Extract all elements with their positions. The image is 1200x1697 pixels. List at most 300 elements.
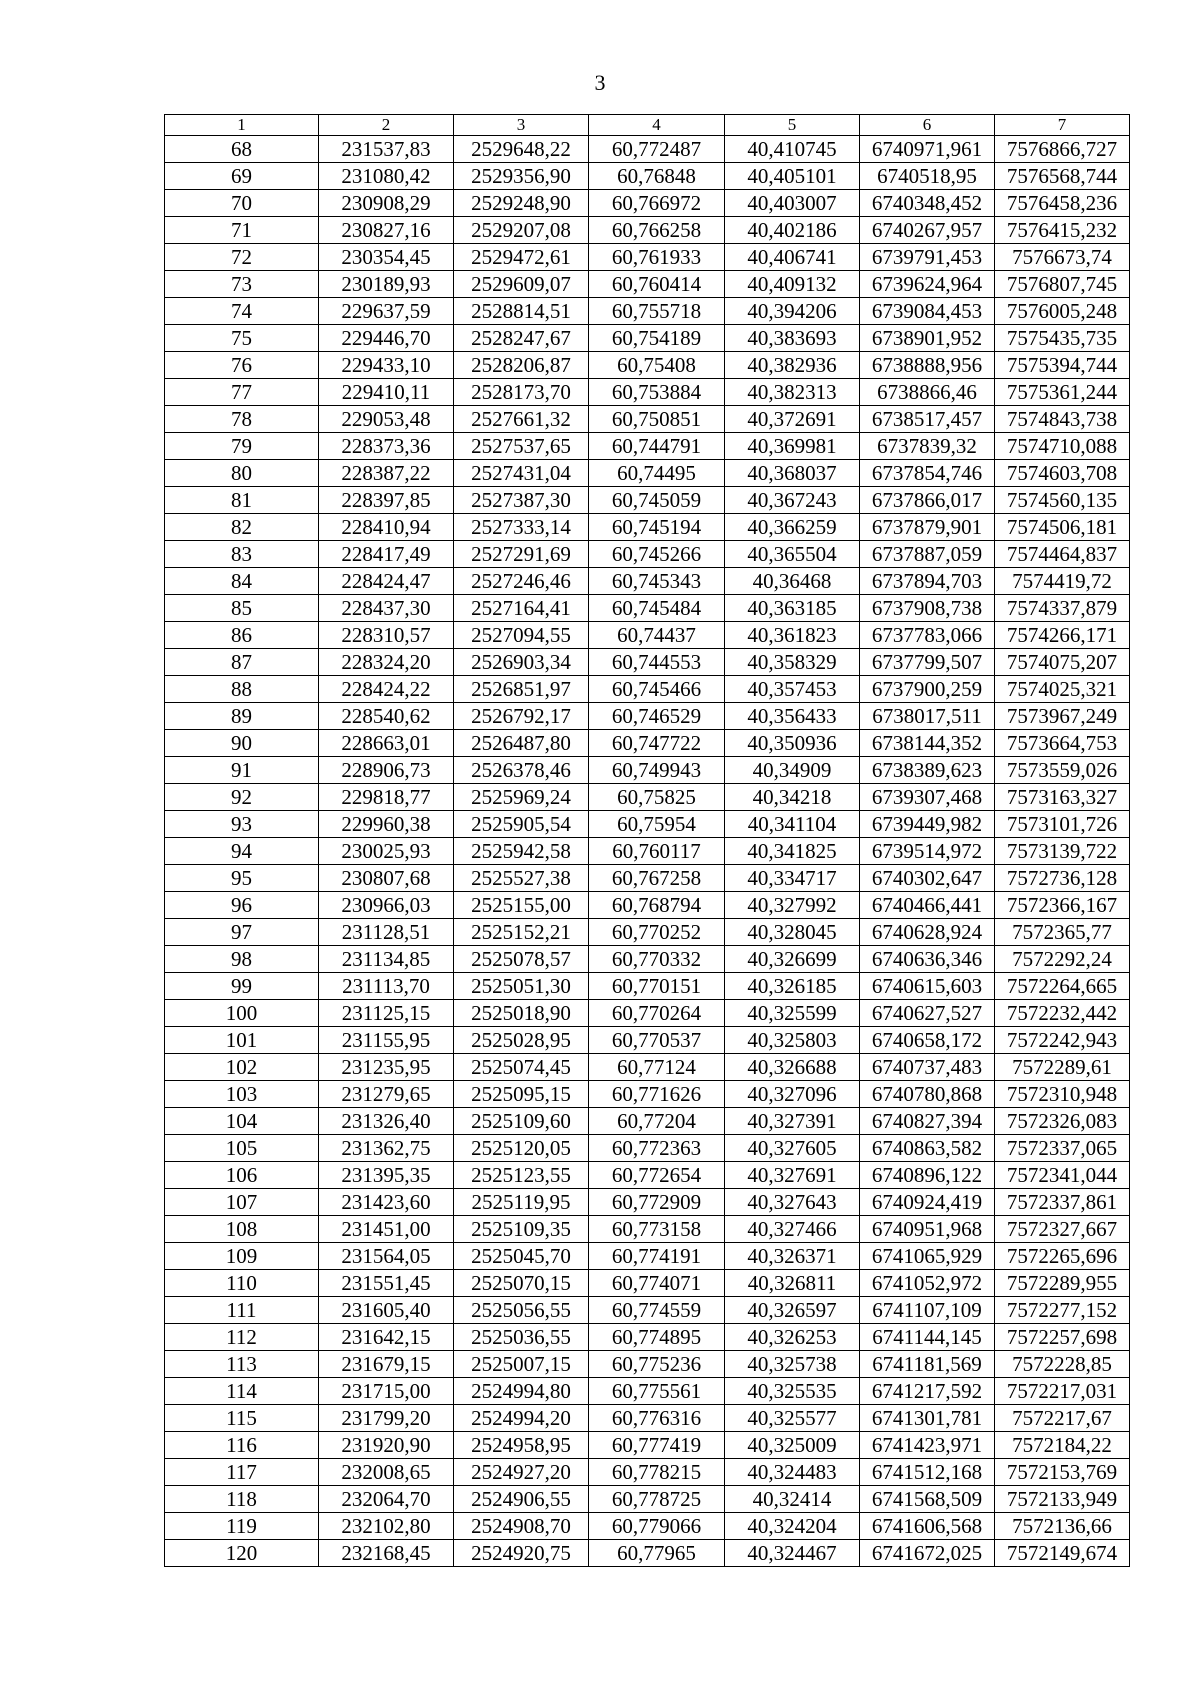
- table-cell: 92: [165, 784, 319, 811]
- table-cell: 6741144,145: [860, 1324, 995, 1351]
- table-cell: 60,76848: [589, 163, 725, 190]
- table-row: [165, 352, 1130, 379]
- table-cell: 7572277,152: [995, 1297, 1130, 1324]
- table-cell: 60,766972: [589, 190, 725, 217]
- table-cell: 80: [165, 460, 319, 487]
- table-cell: 40,357453: [725, 676, 860, 703]
- table-cell: 60,774191: [589, 1243, 725, 1270]
- table-cell: 91: [165, 757, 319, 784]
- table-cell: 40,383693: [725, 325, 860, 352]
- table-cell: 68: [165, 136, 319, 163]
- table-cell: 228324,20: [319, 649, 454, 676]
- table-cell: 90: [165, 730, 319, 757]
- table-cell: 232064,70: [319, 1486, 454, 1513]
- table-cell: 6740658,172: [860, 1027, 995, 1054]
- table-cell: 95: [165, 865, 319, 892]
- table-cell: 83: [165, 541, 319, 568]
- column-header: 3: [454, 115, 589, 136]
- table-cell: 40,326185: [725, 973, 860, 1000]
- table-cell: 2529248,90: [454, 190, 589, 217]
- table-cell: 7574560,135: [995, 487, 1130, 514]
- table-cell: 6738888,956: [860, 352, 995, 379]
- table-cell: 231605,40: [319, 1297, 454, 1324]
- table-cell: 72: [165, 244, 319, 271]
- table-cell: 60,744553: [589, 649, 725, 676]
- table-cell: 60,771626: [589, 1081, 725, 1108]
- table-cell: 60,745343: [589, 568, 725, 595]
- table-cell: 7576568,744: [995, 163, 1130, 190]
- table-row: [165, 946, 1130, 973]
- table-cell: 2528206,87: [454, 352, 589, 379]
- table-cell: 6740951,968: [860, 1216, 995, 1243]
- table-cell: 230966,03: [319, 892, 454, 919]
- table-cell: 40,405101: [725, 163, 860, 190]
- table-cell: 2525109,35: [454, 1216, 589, 1243]
- table-row: [165, 1162, 1130, 1189]
- table-cell: 7573559,026: [995, 757, 1130, 784]
- table-cell: 2526378,46: [454, 757, 589, 784]
- table-cell: 7575361,244: [995, 379, 1130, 406]
- table-cell: 6741672,025: [860, 1540, 995, 1567]
- table-cell: 116: [165, 1432, 319, 1459]
- table-cell: 60,777419: [589, 1432, 725, 1459]
- table-cell: 60,773158: [589, 1216, 725, 1243]
- table-cell: 40,326253: [725, 1324, 860, 1351]
- table-row: [165, 1081, 1130, 1108]
- table-cell: 60,760117: [589, 838, 725, 865]
- table-cell: 60,745466: [589, 676, 725, 703]
- table-cell: 229446,70: [319, 325, 454, 352]
- table-cell: 6737908,738: [860, 595, 995, 622]
- table-cell: 104: [165, 1108, 319, 1135]
- table-cell: 7574075,207: [995, 649, 1130, 676]
- table-cell: 40,409132: [725, 271, 860, 298]
- table-cell: 231080,42: [319, 163, 454, 190]
- table-cell: 6740267,957: [860, 217, 995, 244]
- table-cell: 6741606,568: [860, 1513, 995, 1540]
- table-cell: 40,328045: [725, 919, 860, 946]
- table-cell: 60,75408: [589, 352, 725, 379]
- table-row: [165, 1000, 1130, 1027]
- table-cell: 40,368037: [725, 460, 860, 487]
- table-cell: 2525123,55: [454, 1162, 589, 1189]
- table-cell: 75: [165, 325, 319, 352]
- table-cell: 2528814,51: [454, 298, 589, 325]
- table-cell: 120: [165, 1540, 319, 1567]
- table-cell: 7572366,167: [995, 892, 1130, 919]
- table-cell: 101: [165, 1027, 319, 1054]
- table-cell: 84: [165, 568, 319, 595]
- table-cell: 60,770252: [589, 919, 725, 946]
- table-cell: 232008,65: [319, 1459, 454, 1486]
- table-row: [165, 919, 1130, 946]
- table-cell: 60,774895: [589, 1324, 725, 1351]
- table-cell: 60,77124: [589, 1054, 725, 1081]
- table-cell: 40,326688: [725, 1054, 860, 1081]
- table-cell: 60,753884: [589, 379, 725, 406]
- column-header: 1: [165, 115, 319, 136]
- table-cell: 228397,85: [319, 487, 454, 514]
- table-cell: 40,406741: [725, 244, 860, 271]
- table-cell: 60,761933: [589, 244, 725, 271]
- table-cell: 7572232,442: [995, 1000, 1130, 1027]
- table-cell: 229960,38: [319, 811, 454, 838]
- table-row: [165, 1027, 1130, 1054]
- table-row: [165, 595, 1130, 622]
- table-cell: 40,36468: [725, 568, 860, 595]
- table-cell: 2527333,14: [454, 514, 589, 541]
- table-cell: 106: [165, 1162, 319, 1189]
- table-cell: 6741052,972: [860, 1270, 995, 1297]
- table-cell: 7574843,738: [995, 406, 1130, 433]
- table-cell: 60,775561: [589, 1378, 725, 1405]
- table-cell: 77: [165, 379, 319, 406]
- table-cell: 60,750851: [589, 406, 725, 433]
- table-cell: 60,75825: [589, 784, 725, 811]
- table-cell: 2528173,70: [454, 379, 589, 406]
- table-cell: 109: [165, 1243, 319, 1270]
- table-cell: 40,325803: [725, 1027, 860, 1054]
- table-cell: 7576673,74: [995, 244, 1130, 271]
- table-row: [165, 973, 1130, 1000]
- table-row: [165, 1378, 1130, 1405]
- table-cell: 81: [165, 487, 319, 514]
- table-cell: 7572217,031: [995, 1378, 1130, 1405]
- table-cell: 7572264,665: [995, 973, 1130, 1000]
- table-cell: 228424,22: [319, 676, 454, 703]
- table-cell: 94: [165, 838, 319, 865]
- table-cell: 6741181,569: [860, 1351, 995, 1378]
- table-cell: 40,34909: [725, 757, 860, 784]
- table-cell: 113: [165, 1351, 319, 1378]
- table-cell: 231134,85: [319, 946, 454, 973]
- table-row: [165, 1540, 1130, 1567]
- table-cell: 2525095,15: [454, 1081, 589, 1108]
- table-cell: 2527387,30: [454, 487, 589, 514]
- table-cell: 40,34218: [725, 784, 860, 811]
- table-row: [165, 163, 1130, 190]
- table-cell: 231395,35: [319, 1162, 454, 1189]
- table-cell: 6740628,924: [860, 919, 995, 946]
- table-cell: 60,745484: [589, 595, 725, 622]
- table-row: [165, 730, 1130, 757]
- table-cell: 40,325009: [725, 1432, 860, 1459]
- table-cell: 6737854,746: [860, 460, 995, 487]
- table-cell: 7572184,22: [995, 1432, 1130, 1459]
- table-cell: 6739624,964: [860, 271, 995, 298]
- table-header: [165, 115, 1130, 136]
- table-cell: 111: [165, 1297, 319, 1324]
- table-row: [165, 865, 1130, 892]
- column-header: 4: [589, 115, 725, 136]
- table-cell: 231423,60: [319, 1189, 454, 1216]
- table-row: [165, 244, 1130, 271]
- table-cell: 231799,20: [319, 1405, 454, 1432]
- table-cell: 69: [165, 163, 319, 190]
- table-cell: 6737900,259: [860, 676, 995, 703]
- table-row: [165, 1432, 1130, 1459]
- table-cell: 2524927,20: [454, 1459, 589, 1486]
- table-cell: 6738389,623: [860, 757, 995, 784]
- table-cell: 60,766258: [589, 217, 725, 244]
- table-cell: 2527291,69: [454, 541, 589, 568]
- table-cell: 85: [165, 595, 319, 622]
- table-row: [165, 379, 1130, 406]
- table-cell: 7574464,837: [995, 541, 1130, 568]
- table-cell: 93: [165, 811, 319, 838]
- table-cell: 7572310,948: [995, 1081, 1130, 1108]
- table-cell: 100: [165, 1000, 319, 1027]
- table-cell: 7572326,083: [995, 1108, 1130, 1135]
- table-cell: 2527164,41: [454, 595, 589, 622]
- table-cell: 40,341825: [725, 838, 860, 865]
- table-cell: 7573664,753: [995, 730, 1130, 757]
- table-cell: 112: [165, 1324, 319, 1351]
- table-cell: 40,326597: [725, 1297, 860, 1324]
- table-cell: 6739084,453: [860, 298, 995, 325]
- table-cell: 229433,10: [319, 352, 454, 379]
- table-cell: 73: [165, 271, 319, 298]
- column-header: 6: [860, 115, 995, 136]
- coordinates-table: [164, 114, 1130, 1567]
- table-cell: 6737839,32: [860, 433, 995, 460]
- table-cell: 2525007,15: [454, 1351, 589, 1378]
- table-cell: 97: [165, 919, 319, 946]
- table-cell: 6738144,352: [860, 730, 995, 757]
- table-cell: 115: [165, 1405, 319, 1432]
- table-cell: 114: [165, 1378, 319, 1405]
- table-cell: 40,326699: [725, 946, 860, 973]
- table-cell: 6740827,394: [860, 1108, 995, 1135]
- table-cell: 60,774559: [589, 1297, 725, 1324]
- table-cell: 231279,65: [319, 1081, 454, 1108]
- table-cell: 60,745059: [589, 487, 725, 514]
- table-cell: 40,334717: [725, 865, 860, 892]
- table-cell: 40,325577: [725, 1405, 860, 1432]
- table-cell: 2525018,90: [454, 1000, 589, 1027]
- table-cell: 6739307,468: [860, 784, 995, 811]
- table-cell: 6741065,929: [860, 1243, 995, 1270]
- table-cell: 230827,16: [319, 217, 454, 244]
- table-cell: 6738901,952: [860, 325, 995, 352]
- table-cell: 6737799,507: [860, 649, 995, 676]
- table-cell: 231128,51: [319, 919, 454, 946]
- table-cell: 60,745266: [589, 541, 725, 568]
- page-number: 3: [594, 70, 606, 95]
- table-cell: 60,754189: [589, 325, 725, 352]
- table-row: [165, 514, 1130, 541]
- table-cell: 40,369981: [725, 433, 860, 460]
- table-cell: 6738517,457: [860, 406, 995, 433]
- table-cell: 40,324467: [725, 1540, 860, 1567]
- table-row: [165, 406, 1130, 433]
- table-cell: 7574419,72: [995, 568, 1130, 595]
- table-row: [165, 676, 1130, 703]
- table-cell: 6740780,868: [860, 1081, 995, 1108]
- table-cell: 230025,93: [319, 838, 454, 865]
- table-cell: 98: [165, 946, 319, 973]
- table-cell: 2524994,80: [454, 1378, 589, 1405]
- table-row: [165, 136, 1130, 163]
- table-cell: 40,365504: [725, 541, 860, 568]
- table-cell: 2527094,55: [454, 622, 589, 649]
- table-cell: 2524920,75: [454, 1540, 589, 1567]
- table-cell: 2524906,55: [454, 1486, 589, 1513]
- table-cell: 88: [165, 676, 319, 703]
- table-cell: 6740466,441: [860, 892, 995, 919]
- table-row: [165, 433, 1130, 460]
- table-cell: 6739791,453: [860, 244, 995, 271]
- table-cell: 7572133,949: [995, 1486, 1130, 1513]
- table-cell: 60,77204: [589, 1108, 725, 1135]
- table-cell: 79: [165, 433, 319, 460]
- column-header: 2: [319, 115, 454, 136]
- table-cell: 231125,15: [319, 1000, 454, 1027]
- table-cell: 74: [165, 298, 319, 325]
- table-cell: 7572365,77: [995, 919, 1130, 946]
- table-cell: 2525109,60: [454, 1108, 589, 1135]
- table-cell: 6739514,972: [860, 838, 995, 865]
- table-cell: 60,772654: [589, 1162, 725, 1189]
- table-cell: 2525074,45: [454, 1054, 589, 1081]
- table-cell: 6737879,901: [860, 514, 995, 541]
- table-cell: 40,327466: [725, 1216, 860, 1243]
- table-cell: 6740627,527: [860, 1000, 995, 1027]
- table-cell: 107: [165, 1189, 319, 1216]
- table-row: [165, 784, 1130, 811]
- table-body: [165, 136, 1130, 1567]
- table-cell: 228310,57: [319, 622, 454, 649]
- table-cell: 2525056,55: [454, 1297, 589, 1324]
- table-row: [165, 838, 1130, 865]
- table-cell: 60,770332: [589, 946, 725, 973]
- table-cell: 108: [165, 1216, 319, 1243]
- table-cell: 231564,05: [319, 1243, 454, 1270]
- table-cell: 228906,73: [319, 757, 454, 784]
- table-cell: 40,358329: [725, 649, 860, 676]
- table-cell: 7572341,044: [995, 1162, 1130, 1189]
- table-cell: 105: [165, 1135, 319, 1162]
- table-cell: 2525070,15: [454, 1270, 589, 1297]
- table-cell: 40,402186: [725, 217, 860, 244]
- table-row: [165, 892, 1130, 919]
- table-cell: 228387,22: [319, 460, 454, 487]
- table-cell: 2529472,61: [454, 244, 589, 271]
- table-cell: 7572153,769: [995, 1459, 1130, 1486]
- table-cell: 40,403007: [725, 190, 860, 217]
- table-cell: 7574025,321: [995, 676, 1130, 703]
- table-row: [165, 568, 1130, 595]
- table-cell: 6737783,066: [860, 622, 995, 649]
- table-cell: 7574266,171: [995, 622, 1130, 649]
- table-row: [165, 190, 1130, 217]
- table-cell: 6741217,592: [860, 1378, 995, 1405]
- table-cell: 60,746529: [589, 703, 725, 730]
- table-cell: 119: [165, 1513, 319, 1540]
- table-cell: 2529207,08: [454, 217, 589, 244]
- table-cell: 40,325535: [725, 1378, 860, 1405]
- table-cell: 40,326371: [725, 1243, 860, 1270]
- table-cell: 229818,77: [319, 784, 454, 811]
- table-cell: 2527246,46: [454, 568, 589, 595]
- table-row: [165, 1297, 1130, 1324]
- table-cell: 7573139,722: [995, 838, 1130, 865]
- table-cell: 7573163,327: [995, 784, 1130, 811]
- table-cell: 7572257,698: [995, 1324, 1130, 1351]
- table-cell: 40,410745: [725, 136, 860, 163]
- table-cell: 2525120,05: [454, 1135, 589, 1162]
- table-cell: 2525152,21: [454, 919, 589, 946]
- table-cell: 6737894,703: [860, 568, 995, 595]
- table-cell: 230908,29: [319, 190, 454, 217]
- table-cell: 2524908,70: [454, 1513, 589, 1540]
- table-cell: 2525969,24: [454, 784, 589, 811]
- table-cell: 2529609,07: [454, 271, 589, 298]
- table-cell: 60,74437: [589, 622, 725, 649]
- table-cell: 7572217,67: [995, 1405, 1130, 1432]
- table-cell: 40,325738: [725, 1351, 860, 1378]
- table-cell: 6741423,971: [860, 1432, 995, 1459]
- table-row: [165, 1270, 1130, 1297]
- table-cell: 7572736,128: [995, 865, 1130, 892]
- table-cell: 60,745194: [589, 514, 725, 541]
- table-cell: 2525028,95: [454, 1027, 589, 1054]
- table-cell: 60,775236: [589, 1351, 725, 1378]
- table-cell: 228417,49: [319, 541, 454, 568]
- table-cell: 60,749943: [589, 757, 725, 784]
- table-cell: 232102,80: [319, 1513, 454, 1540]
- table-cell: 87: [165, 649, 319, 676]
- table-cell: 60,744791: [589, 433, 725, 460]
- table-row: [165, 1324, 1130, 1351]
- table-row: [165, 703, 1130, 730]
- table-cell: 6741512,168: [860, 1459, 995, 1486]
- table-cell: 102: [165, 1054, 319, 1081]
- table-cell: 86: [165, 622, 319, 649]
- table-cell: 231326,40: [319, 1108, 454, 1135]
- table-cell: 60,770264: [589, 1000, 725, 1027]
- table-cell: 229410,11: [319, 379, 454, 406]
- table-row: [165, 325, 1130, 352]
- table-cell: 40,327992: [725, 892, 860, 919]
- table-cell: 231715,00: [319, 1378, 454, 1405]
- table-cell: 40,327391: [725, 1108, 860, 1135]
- table-cell: 230807,68: [319, 865, 454, 892]
- table-row: [165, 1135, 1130, 1162]
- table-cell: 89: [165, 703, 319, 730]
- table-cell: 7572265,696: [995, 1243, 1130, 1270]
- table-cell: 2525905,54: [454, 811, 589, 838]
- table-cell: 71: [165, 217, 319, 244]
- table-cell: 230354,45: [319, 244, 454, 271]
- table-cell: 6741568,509: [860, 1486, 995, 1513]
- table-cell: 2526487,80: [454, 730, 589, 757]
- table-cell: 2527661,32: [454, 406, 589, 433]
- table-cell: 40,372691: [725, 406, 860, 433]
- table-cell: 40,324483: [725, 1459, 860, 1486]
- table-cell: 40,324204: [725, 1513, 860, 1540]
- table-row: [165, 1054, 1130, 1081]
- table-row: [165, 1486, 1130, 1513]
- table-row: [165, 1243, 1130, 1270]
- table-cell: 2527431,04: [454, 460, 589, 487]
- table-row: [165, 757, 1130, 784]
- table-cell: 82: [165, 514, 319, 541]
- table-cell: 2524958,95: [454, 1432, 589, 1459]
- table-cell: 6740863,582: [860, 1135, 995, 1162]
- table-cell: 7572136,66: [995, 1513, 1130, 1540]
- table-cell: 40,356433: [725, 703, 860, 730]
